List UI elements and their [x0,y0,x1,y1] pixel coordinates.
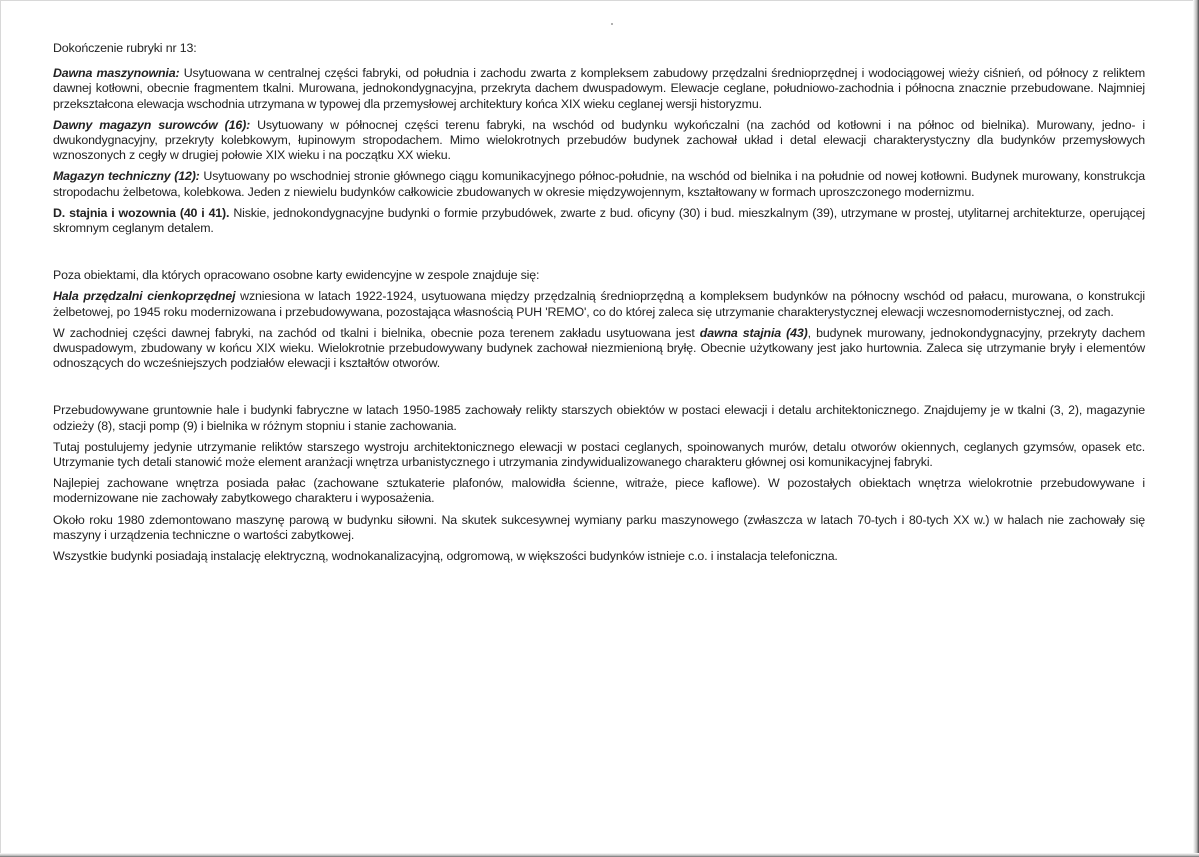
section-spacer [53,377,1145,403]
document-body [53,41,1145,570]
paragraph-wnetrza: Najlepiej zachowane wnętrza posiada pałac (zachowane sztukaterie plafonów, malowidła ścienne, witraże, piece kaflowe). W pozostałych obiektach wnętrza wielokrotnie przebudowywane i modernizowane nie zachowały zabytkowego charakteru i wyposażenia. [53,476,1145,506]
entry-text: Usytuowany po wschodniej stronie głównego ciągu komunikacyjnego północ-południe, na wschód od bielnika i na południe od nowej kotłowni. Budynek murowany, konstrukcja stropodachu żelbetowa, kolebkowa. Jeden z niewielu budynków całkowicie zbudowanych w okresie międzywojennym, kształtowany w formach uproszczonego modernizmu. [53,169,1146,199]
paragraph-maszyny: Około roku 1980 zdemontowano maszynę parową w budynku siłowni. Na skutek sukcesywnej wymiany parku maszynowego (zwłaszcza w latach 70-tych i 80-tych XX w.) w halach nie zachowały się maszyny i urządzenia techniczne o wartości zabytkowej. [53,512,1145,542]
entry-hala-przedzalni [53,289,1145,319]
section-heading: Dokończenie rubryki nr 13: [53,41,197,55]
entry-dawna-stajnia [53,326,1145,372]
paragraph-przebudowywane-hale: Przebudowywane gruntownie hale i budynki fabryczne w latach 1950-1985 zachowały relikty starszych obiektów w postaci elewacji i detalu architektonicznego. Znajdujemy je w tkalni (3, 2), magazynie odzieży (8), stacji pomp (9) i bielnika w różnym stopniu i stanie zachowania. [53,403,1145,433]
entry-title: dawna stajnia (43) [699,325,808,340]
paragraph-instalacje: Wszystkie budynki posiadają instalację elektryczną, wodnokanalizacyjną, odgromową, w większości budynków istnieje c.o. i instalacja telefoniczna. [53,549,838,564]
entry-title: D. stajnia i wozownia (40 i 41). [53,205,230,220]
scan-edge-bottom [0,853,1199,857]
entry-text-before: W zachodniej części dawnej fabryki, na zachód od tkalni i bielnika, obecnie poza terenem zakładu usytuowana jest [53,325,700,340]
scan-edge-right [1193,0,1199,857]
entry-magazyn-techniczny [53,169,1145,199]
entry-title: Dawny magazyn surowców (16): [53,117,251,132]
entry-title: Dawna maszynownia: [53,66,180,81]
paragraph-postulaty: Tutaj postulujemy jedynie utrzymanie reliktów starszego wystroju architektonicznego elewacji w postaci ceglanych, spoinowanych murów, detalu otworów okiennych, ceglanych gzymsów, opasek etc. Utrzymanie tych detali stanowić może element aranżacji wnętrza urbanistycznego i utrzymania zindywidualizowanego charakteru głównej osi komunikacyjnej fabryki. [53,439,1145,470]
entry-text: Niskie, jednokondygnacyjne budynki o formie przybudówek, zwarte z bud. oficyny (30) i bud. mieszkalnym (39), utrzymane w prostej, utylitarnej architekturze, operującej skromnym ceglanym detalem. [53,205,1145,236]
entry-text: Usytuowana w centralnej części fabryki, od południa i zachodu zwarta z kompleksem zabudowy przędzalni średnioprzędnej i wodociągowej wieży ciśnień, od północy z reliktem dawnej kotłowni, obecnie fragmentem tkalni. Murowana, jednokondygnacyjna, przekryta dachem dwuspadowym. Elewacje ceglane, południowo-zachodnia i północna znacznie przebudowane. Najmniej przekształcona elewacja wschodnia utrzymana w typowej dla przemysłowej architektury końca XIX wieku ceglanej wersji historyzmu. [53,66,1145,111]
section-spacer [53,242,1145,268]
entry-text: wzniesiona w latach 1922-1924, usytuowana między przędzalnią średnioprzędną a kompleksem budynków na północny wschód od pałacu, murowana, o konstrukcji żelbetowej, po 1945 roku modernizowana i przebudowywana, pozostająca własnością PUH 'REMO', co do której zaleca się utrzymanie charakterystycznej elewacji wczesnomodernistycznej, od zach. [53,289,1145,319]
entry-text-after: , budynek murowany, jednokondygnacyjny, przekryty dachem dwuspadowym, zbudowany w końcu XIX wieku. Wielokrotnie przebudowywany budynek zachował niezmienioną bryłę. Obecnie użytkowany jest jako hurtownia. Zaleca się utrzymanie bryły i elementów odnoszących do wcześniejszych podziałów elewacji i kształtów otworów. [53,325,1146,371]
scan-speck [611,23,613,25]
entry-stajnia-wozownia [53,206,1145,236]
entry-dawna-maszynownia [53,66,1145,112]
entry-text: Usytuowany w północnej części terenu fabryki, na wschód od budynku wykończalni (na zachód od kotłowni i na północ od bielnika). Murowany, jedno- i dwukondygnacyjny, przekryty kolebkowym, łupinowym stropodachem. Mimo wielokrotnych przebudów budynek zachował układ i detal elewacji charakterystyczny dla budynków przemysłowych wznoszonych z cegły w drugiej połowie XIX wieku i na początku XX wieku. [53,117,1145,163]
entry-title: Hala przędzalni cienkoprzędnej [53,289,236,304]
section2-intro: Poza obiektami, dla których opracowano osobne karty ewidencyjne w zespole znajduje się: [53,268,540,283]
entry-title: Magazyn techniczny (12): [53,169,200,184]
entry-dawny-magazyn-surowcow [53,118,1145,164]
